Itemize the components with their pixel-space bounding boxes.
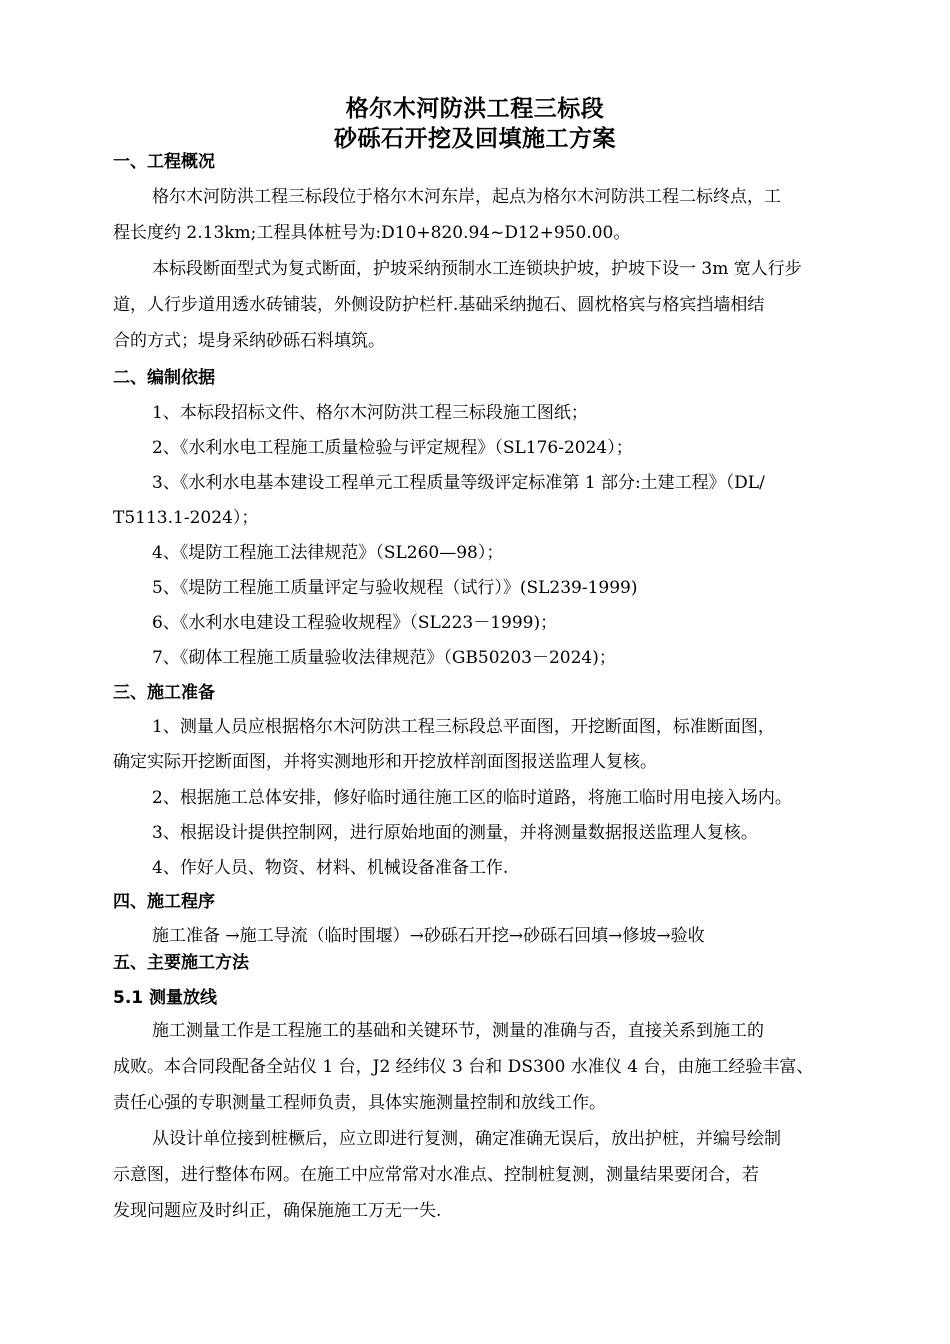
paragraph-line: 程长度约 2.13km;工程具体桩号为:D10+820.94~D12+950.00。: [113, 223, 631, 243]
list-item: 7、《砌体工程施工质量验收法律规范》（GB50203－2024)；: [152, 648, 616, 668]
paragraph-line: 合的方式；堤身采纳砂砾石料填筑。: [113, 331, 385, 351]
list-item: 2、根据施工总体安排，修好临时通往施工区的临时道路，将施工临时用电接入场内。: [152, 788, 792, 808]
list-item-continuation: T5113.1-2024）；: [113, 508, 259, 528]
list-item: 3、《水利水电基本建设工程单元工程质量等级评定标准第 1 部分:土建工程》（DL/: [152, 473, 765, 493]
list-item: 1、测量人员应根据格尔木河防洪工程三标段总平面图，开挖断面图，标准断面图，: [152, 717, 775, 737]
paragraph-line: 从设计单位接到桩橛后，应立即进行复测，确定准确无误后，放出护桩，并编号绘制: [152, 1129, 781, 1149]
section-heading-overview: 一、工程概况: [113, 152, 215, 172]
document-title-line2: 砂砾石开挖及回填施工方案: [334, 126, 616, 152]
document-title-line1: 格尔木河防洪工程三标段: [345, 96, 605, 122]
procedure-flow: 施工准备 →施工导流（临时围堰）→砂砾石开挖→砂砾石回填→修坡→验收: [152, 926, 705, 946]
paragraph-line: 示意图，进行整体布网。在施工中应常常对水准点、控制桩复测，测量结果要闭合，若: [113, 1165, 759, 1185]
section-heading-methods: 五、主要施工方法: [113, 953, 249, 973]
paragraph-line: 成败。本合同段配备全站仪 1 台，J2 经纬仪 3 台和 DS300 水准仪 4 台，由施工经验丰富、: [113, 1057, 814, 1077]
section-heading-procedure: 四、施工程序: [113, 892, 215, 912]
list-item: 4、作好人员、物资、材料、机械设备准备工作.: [152, 858, 509, 878]
list-item: 5、《堤防工程施工质量评定与验收规程（试行）》(SL239-1999): [152, 578, 638, 598]
paragraph-line: 发现问题应及时纠正，确保施施工万无一失.: [113, 1201, 442, 1221]
paragraph-line: 道，人行步道用透水砖铺装，外侧设防护栏杆.基础采纳抛石、圆枕格宾与格宾挡墙相结: [113, 295, 765, 315]
section-heading-preparation: 三、施工准备: [113, 683, 215, 703]
list-item: 2、《水利水电工程施工质量检验与评定规程》（SL176-2024）；: [152, 438, 633, 458]
list-item: 4、《堤防工程施工法律规范》（SL260—98）；: [152, 543, 504, 563]
paragraph-line: 本标段断面型式为复式断面，护坡采纳预制水工连锁块护坡，护坡下设一 3m 宽人行步: [152, 259, 802, 279]
list-item: 1、本标段招标文件、格尔木河防洪工程三标段施工图纸；: [152, 403, 588, 423]
paragraph-line: 责任心强的专职测量工程师负责，具体实施测量控制和放线工作。: [113, 1093, 606, 1113]
section-heading-basis: 二、编制依据: [113, 368, 215, 388]
subsection-heading-survey: 5.1 测量放线: [113, 988, 218, 1008]
list-item: 6、《水利水电建设工程验收规程》（SL223－1999)；: [152, 613, 558, 633]
paragraph-line: 施工测量工作是工程施工的基础和关键环节，测量的准确与否，直接关系到施工的: [152, 1021, 764, 1041]
list-item-continuation: 确定实际开挖断面图，并将实测地形和开挖放样剖面图报送监理人复核。: [113, 752, 657, 772]
paragraph-line: 格尔木河防洪工程三标段位于格尔木河东岸，起点为格尔木河防洪工程二标终点，工: [152, 187, 781, 207]
list-item: 3、根据设计提供控制网，进行原始地面的测量，并将测量数据报送监理人复核。: [152, 823, 758, 843]
